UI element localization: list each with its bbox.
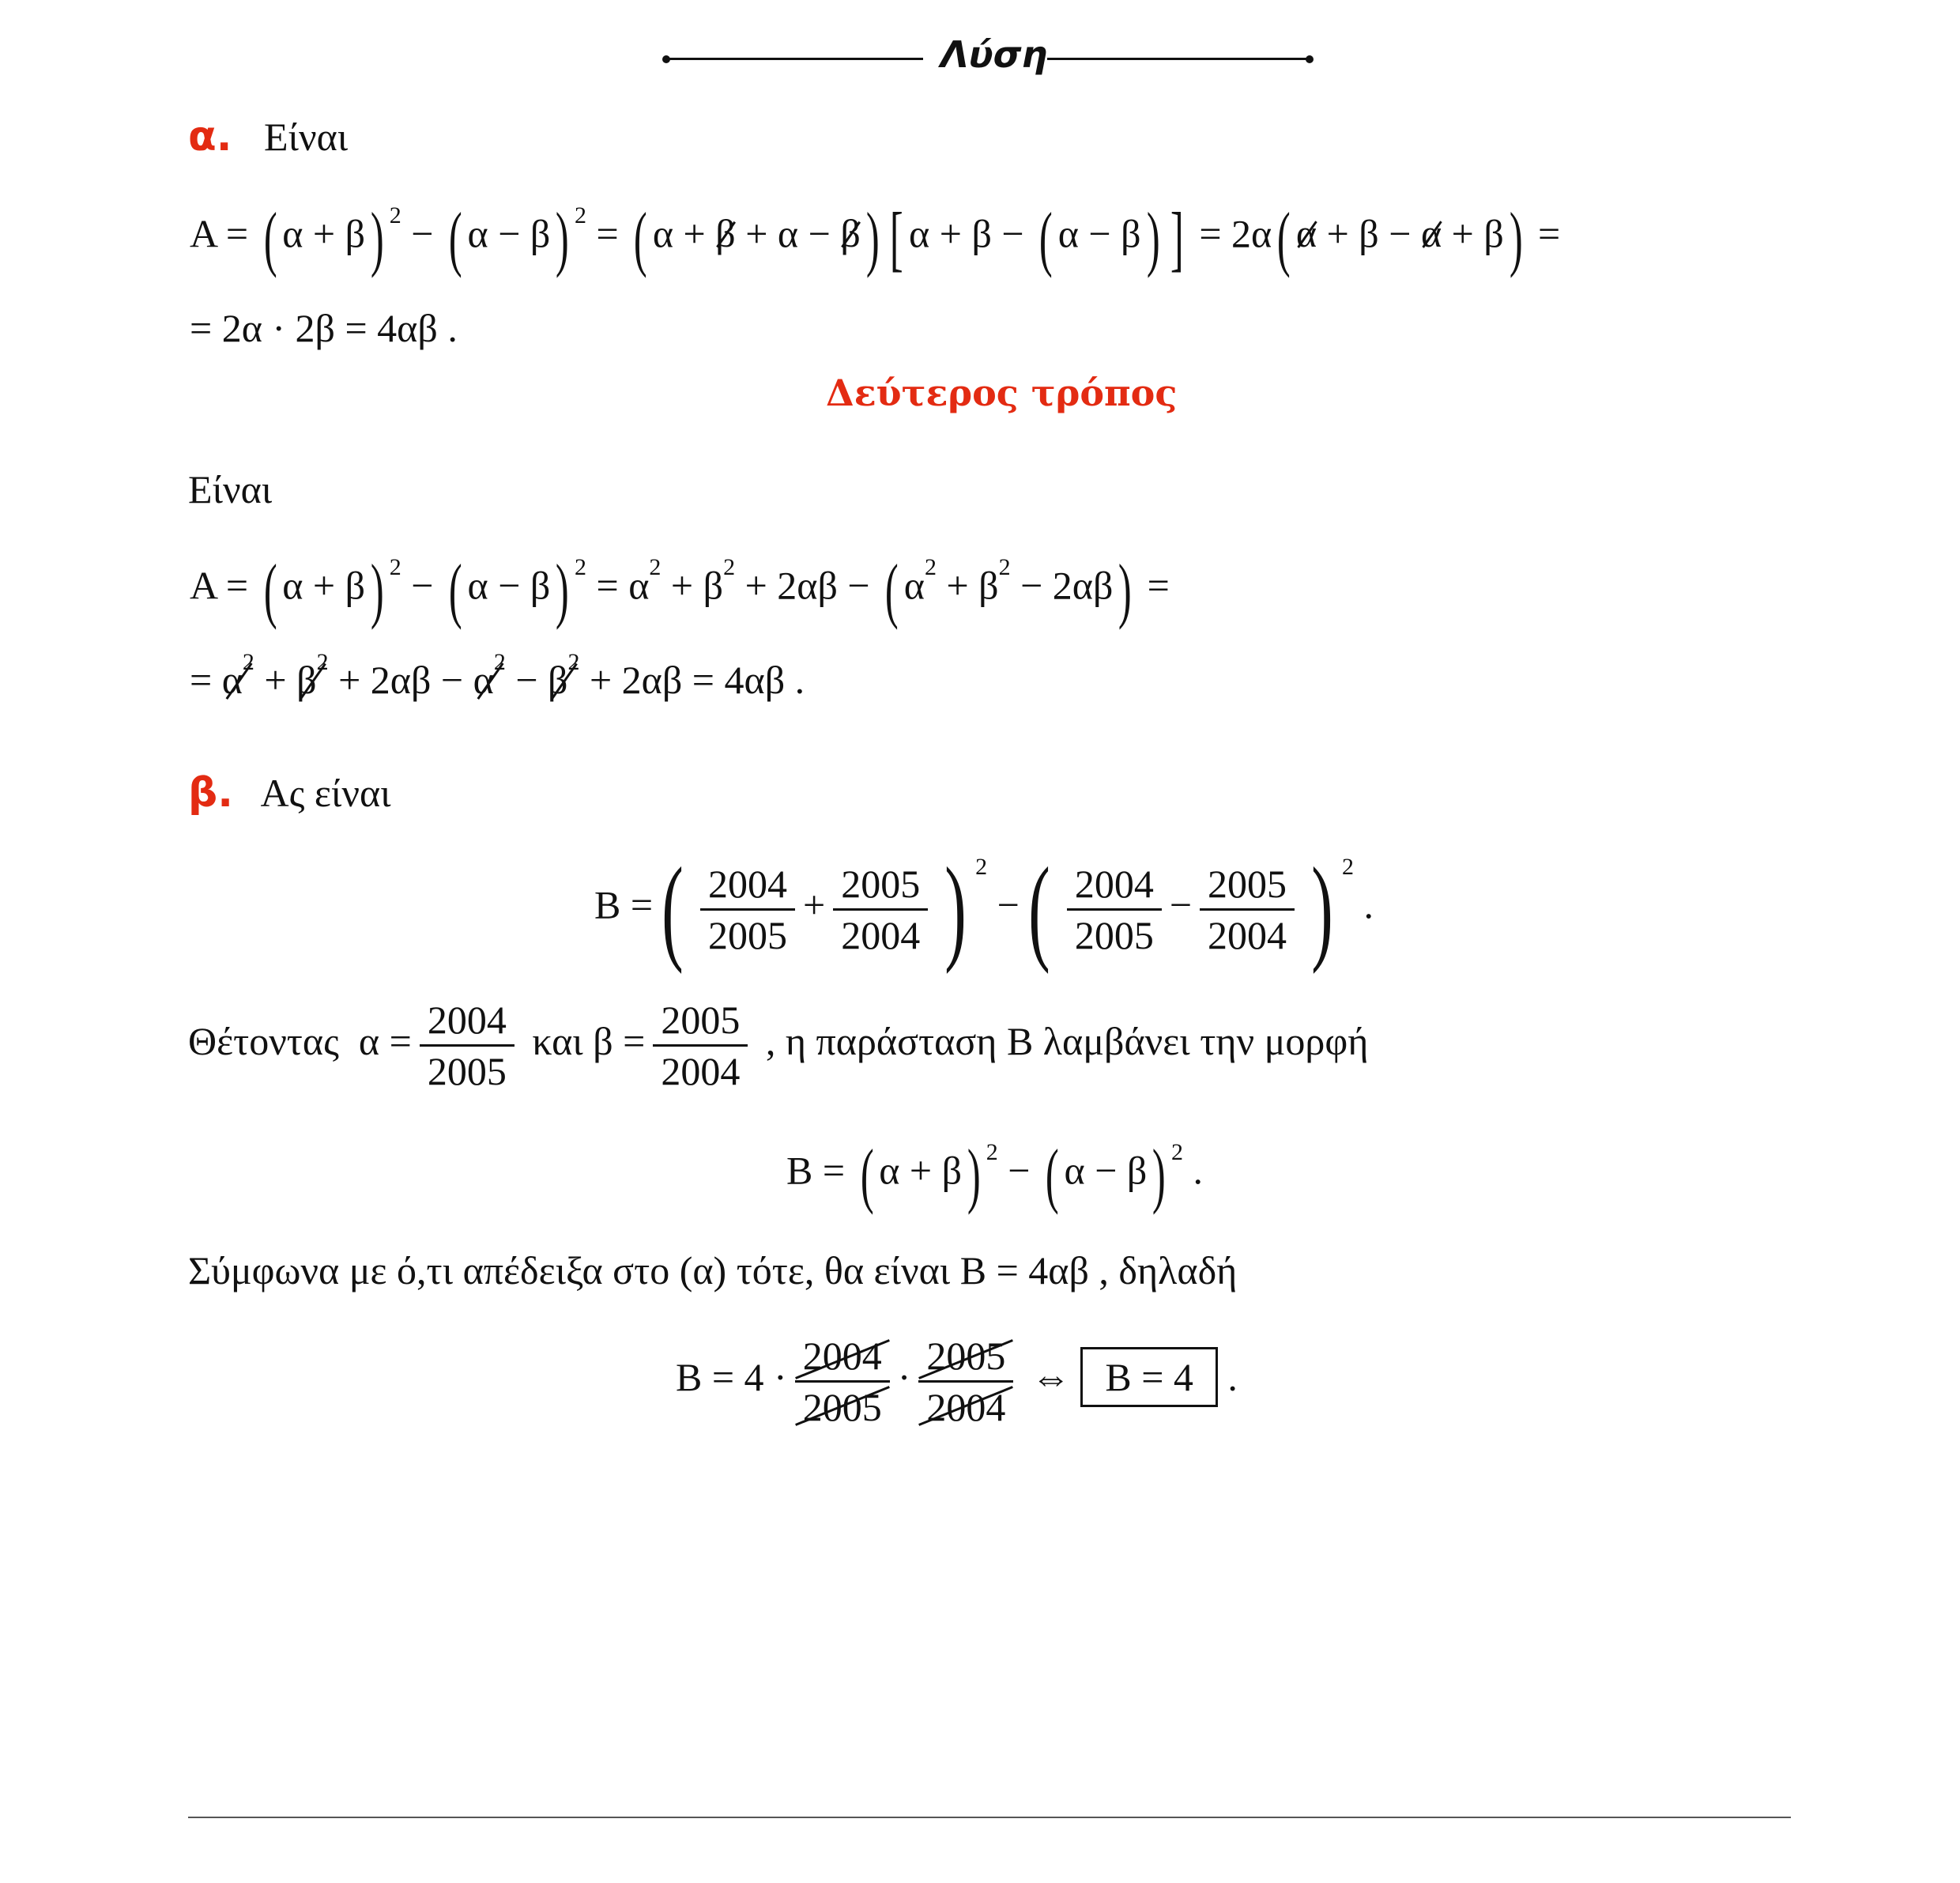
- setting-line: Θέτοντας α = $\frac{2004}{2005}$ και β = $\frac{2005}{2004}$ , η παράσταση Β λαμβάνει την μορφή: [188, 998, 1369, 1093]
- part-b-label: β.: [188, 769, 233, 817]
- result-eq: Β = 4αβ: [959, 1248, 1089, 1292]
- part-a-heading: [188, 113, 348, 160]
- second-way-equation-1: Α = ( α + β) $^2$ − ( α − β) $^2 = \alpha^2 + \beta^2 + 2\alpha\beta$ − ( $\alpha^2 + \beta^2 - 2\alpha\beta$) =: [190, 549, 1170, 630]
- part-a-equation-2: = 2α · 2β = 4αβ .: [190, 306, 458, 350]
- part-b-transformed: Β = ( α + β) $^2$ − ( α − β) $^2$ .: [786, 1134, 1204, 1215]
- part-b-definition: Β =( $\frac{2004}{2005}$ + $\frac{2005}{2004}$ ) $^2$ −( $\frac{2004}{2005}$ − $\frac{2005}{2004}$ ) $^2$ .: [594, 843, 1374, 975]
- according-text: Σύμφωνα με ό,τι απέδειξα στο (α) τότε, θα είναι: [188, 1248, 951, 1292]
- part-a-intro: Είναι: [263, 115, 349, 159]
- header-right-rule: [1047, 58, 1308, 60]
- final-equation: Β = 4 · $\frac{2004}{2005}$ · $\frac{2005}{2004}$ ⇔ Β = 4 .: [676, 1334, 1238, 1429]
- part-b-intro: Ας είναι: [260, 771, 391, 815]
- second-way-title: Δεύτερος τρόπος: [826, 372, 1178, 414]
- header-right-dot: [1306, 55, 1314, 63]
- header-left-rule: [666, 58, 923, 60]
- setting-text: Θέτοντας: [188, 1018, 339, 1063]
- form-text: , η παράσταση Β λαμβάνει την μορφή: [765, 1018, 1369, 1063]
- according-line: [188, 1247, 1237, 1293]
- final-result-box: Β = 4: [1080, 1347, 1218, 1407]
- that-is-text: , δηλαδή: [1099, 1248, 1238, 1292]
- second-way-intro: Είναι: [188, 467, 273, 511]
- second-way-equation-2: = $\alpha^2 + \beta^2 + 2\alpha\beta - \alpha^2 - \beta^2 + 2\alpha\beta = 4\alpha\beta$ .: [190, 649, 805, 702]
- part-b-heading: [188, 769, 391, 817]
- footer-rule: [188, 1817, 1791, 1818]
- part-a-label: α.: [188, 113, 232, 160]
- part-a-equation-1: Α = ( α + β) $^2$ − ( α − β) $^2$ = ( α + β + α − β) [ α + β − ( α − β) ] = 2α( α + β − α + β) =: [190, 198, 1561, 278]
- eq1-lead: Α =: [190, 211, 249, 256]
- and-text: και: [532, 1018, 583, 1063]
- header-title: Λύση: [940, 33, 1048, 76]
